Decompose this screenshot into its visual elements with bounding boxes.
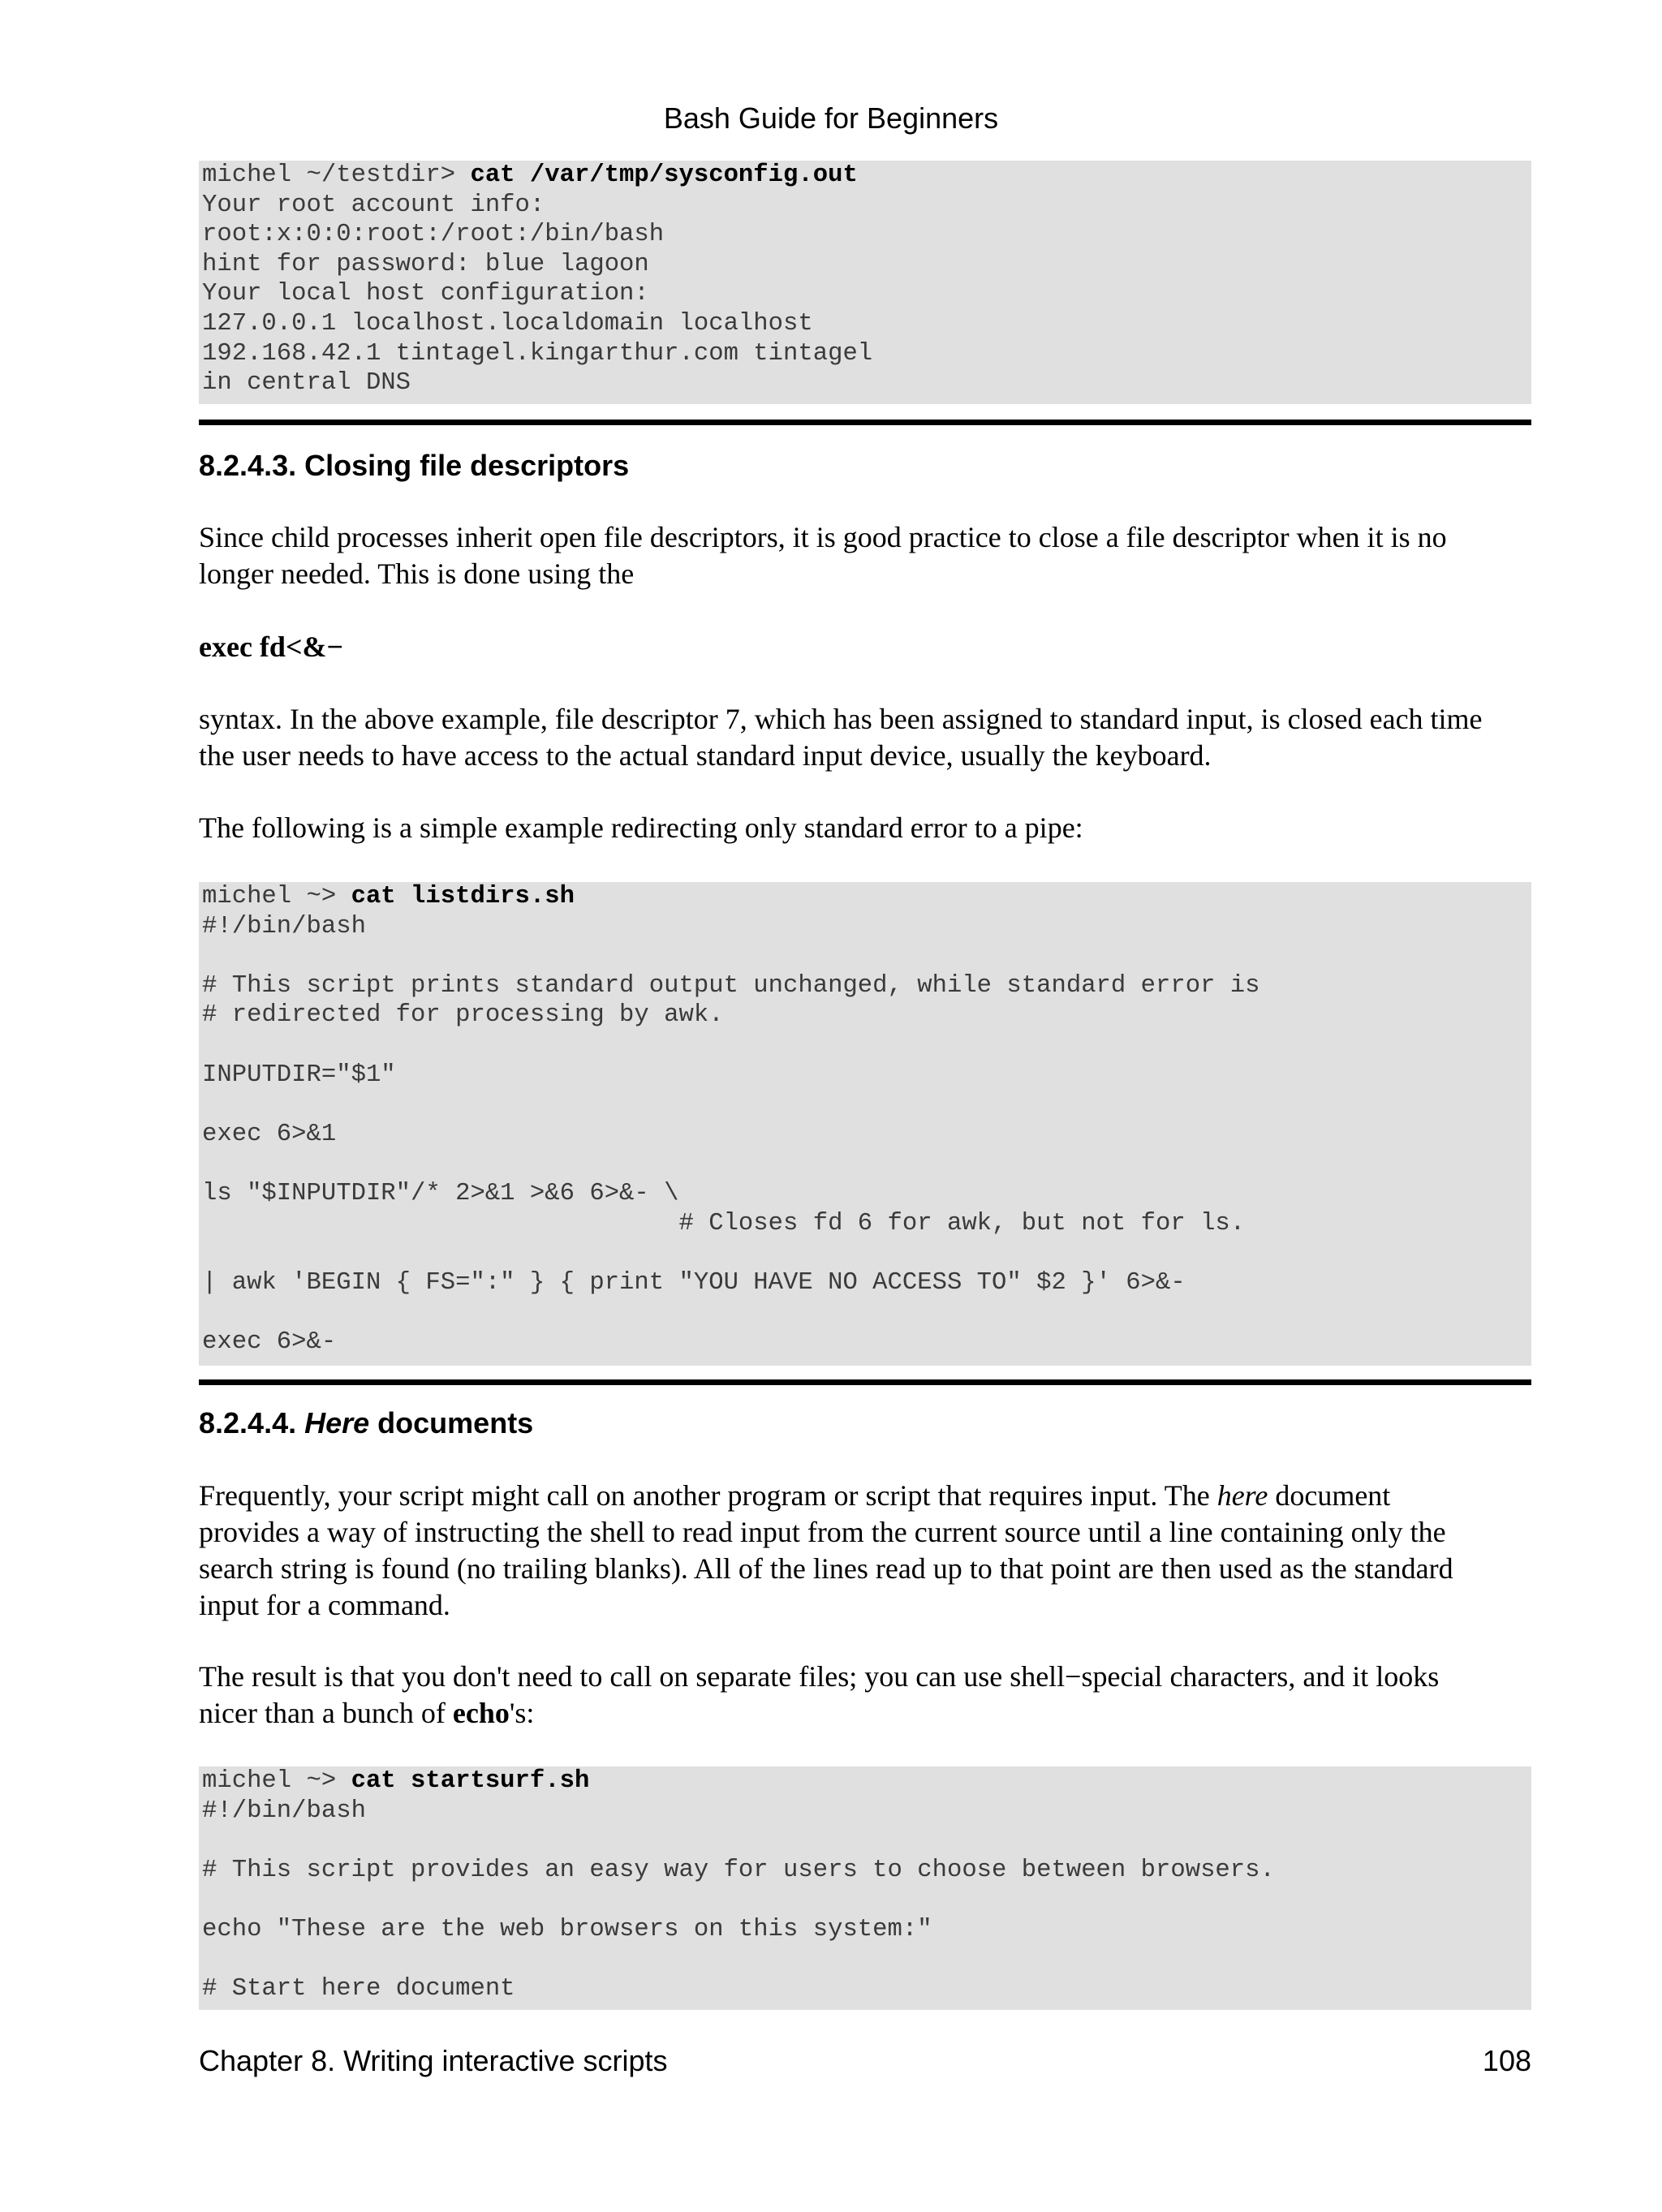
code-line xyxy=(202,1945,1528,1975)
code-block-startsurf xyxy=(199,1767,1531,2010)
code-line: # This script prints standard output unchanged, while standard error is xyxy=(202,971,1260,1000)
code-line: # This script provides an easy way for users to choose between browsers. xyxy=(202,1856,1275,1884)
paragraph-line: provides a way of instructing the shell to read input from the current source until a line containing only the xyxy=(199,1516,1446,1548)
section-heading-closing-fd: 8.2.4.3. Closing file descriptors xyxy=(199,449,630,482)
section-heading-here-documents: 8.2.4.4. Here documents xyxy=(199,1406,534,1440)
code-prompt-line xyxy=(202,882,1528,912)
footer-page-number: 108 xyxy=(1482,2044,1531,2077)
code-block-sysconfig xyxy=(199,161,1531,404)
code-line xyxy=(202,1238,1528,1268)
code-line xyxy=(202,1885,1528,1915)
code-line: root:x:0:0:root:/root:/bin/bash xyxy=(202,221,665,249)
paragraph-closing-fd-intro xyxy=(199,519,1546,592)
syntax-exec-fd: exec fd<&− xyxy=(199,630,343,663)
code-block-listdirs xyxy=(199,882,1531,1366)
code-line: hint for password: blue lagoon xyxy=(202,250,649,278)
code-line: | awk 'BEGIN { FS=":" } { print "YOU HAVE NO ACCESS TO" $2 }' 6>&- xyxy=(202,1268,1186,1297)
code-line: exec 6>&- xyxy=(202,1328,337,1356)
footer-chapter-title: Chapter 8. Writing interactive scripts xyxy=(199,2044,668,2077)
code-line xyxy=(202,941,1528,971)
divider-rule xyxy=(199,1379,1531,1385)
paragraph-line: the user needs to have access to the actual standard input device, usually the keyboard. xyxy=(199,739,1212,772)
code-line: 192.168.42.1 tintagel.kingarthur.com tintagel xyxy=(202,339,873,368)
echo-command: echo xyxy=(452,1697,510,1729)
code-line xyxy=(202,1826,1528,1856)
code-line: # Closes fd 6 for awk, but not for ls. xyxy=(202,1209,1246,1237)
code-line: exec 6>&1 xyxy=(202,1120,337,1148)
paragraph-line: search string is found (no trailing blanks). All of the lines read up to that point are then used as the standard xyxy=(199,1552,1453,1585)
paragraph-here-documents-result: The result is that you don't need to call on separate files; you can use shell−special characters, and it looks nicer than a bunch of echo's: xyxy=(199,1660,1440,1729)
code-line xyxy=(202,1298,1528,1328)
shell-command: cat listdirs.sh xyxy=(351,883,575,910)
code-line: echo "These are the web browsers on this system:" xyxy=(202,1915,932,1943)
code-line: #!/bin/bash xyxy=(202,912,366,940)
shell-command: cat startsurf.sh xyxy=(351,1767,590,1795)
paragraph-pipe-example: The following is a simple example redirecting only standard error to a pipe: xyxy=(199,811,1083,844)
code-line: ls "$INPUTDIR"/* 2>&1 >&6 6>&- \ xyxy=(202,1179,679,1207)
shell-command: cat /var/tmp/sysconfig.out xyxy=(470,161,858,189)
paragraph-here-documents-intro: Frequently, your script might call on another program or script that requires input. The here document provides a way of instructing the shell to read input from the current source until a line containing only the search string is found (no trailing blanks). All of the lines read up to that point are then used as the standard input for a command. xyxy=(199,1478,1546,1624)
code-line: 127.0.0.1 localhost.localdomain localhost xyxy=(202,309,813,338)
shell-prompt: michel ~/testdir> xyxy=(202,161,471,189)
shell-prompt: michel ~> xyxy=(202,1767,351,1795)
paragraph-syntax xyxy=(199,629,1546,665)
code-line xyxy=(202,1149,1528,1179)
paragraph-line: input for a command. xyxy=(199,1589,450,1621)
paragraph-line: syntax. In the above example, file descriptor 7, which has been assigned to standard input, is closed each time xyxy=(199,703,1483,735)
code-line: # redirected for processing by awk. xyxy=(202,1001,724,1030)
code-line xyxy=(202,1031,1528,1061)
paragraph-closing-fd-explain xyxy=(199,701,1546,774)
code-prompt-line xyxy=(202,1767,1528,1797)
code-line: in central DNS xyxy=(202,369,411,398)
code-prompt-line xyxy=(202,161,1528,191)
shell-prompt: michel ~> xyxy=(202,883,351,910)
code-line: Your local host configuration: xyxy=(202,280,649,308)
code-line: Your root account info: xyxy=(202,191,545,219)
paragraph-line: Since child processes inherit open file descriptors, it is good practice to close a file descriptor when it is no xyxy=(199,521,1447,553)
divider-rule xyxy=(199,420,1531,425)
code-line: INPUTDIR="$1" xyxy=(202,1061,396,1089)
code-line xyxy=(202,1090,1528,1120)
paragraph-line: longer needed. This is done using the xyxy=(199,557,635,590)
code-line: #!/bin/bash xyxy=(202,1797,366,1825)
running-header: Bash Guide for Beginners xyxy=(663,101,999,135)
code-line: # Start here document xyxy=(202,1975,515,2003)
